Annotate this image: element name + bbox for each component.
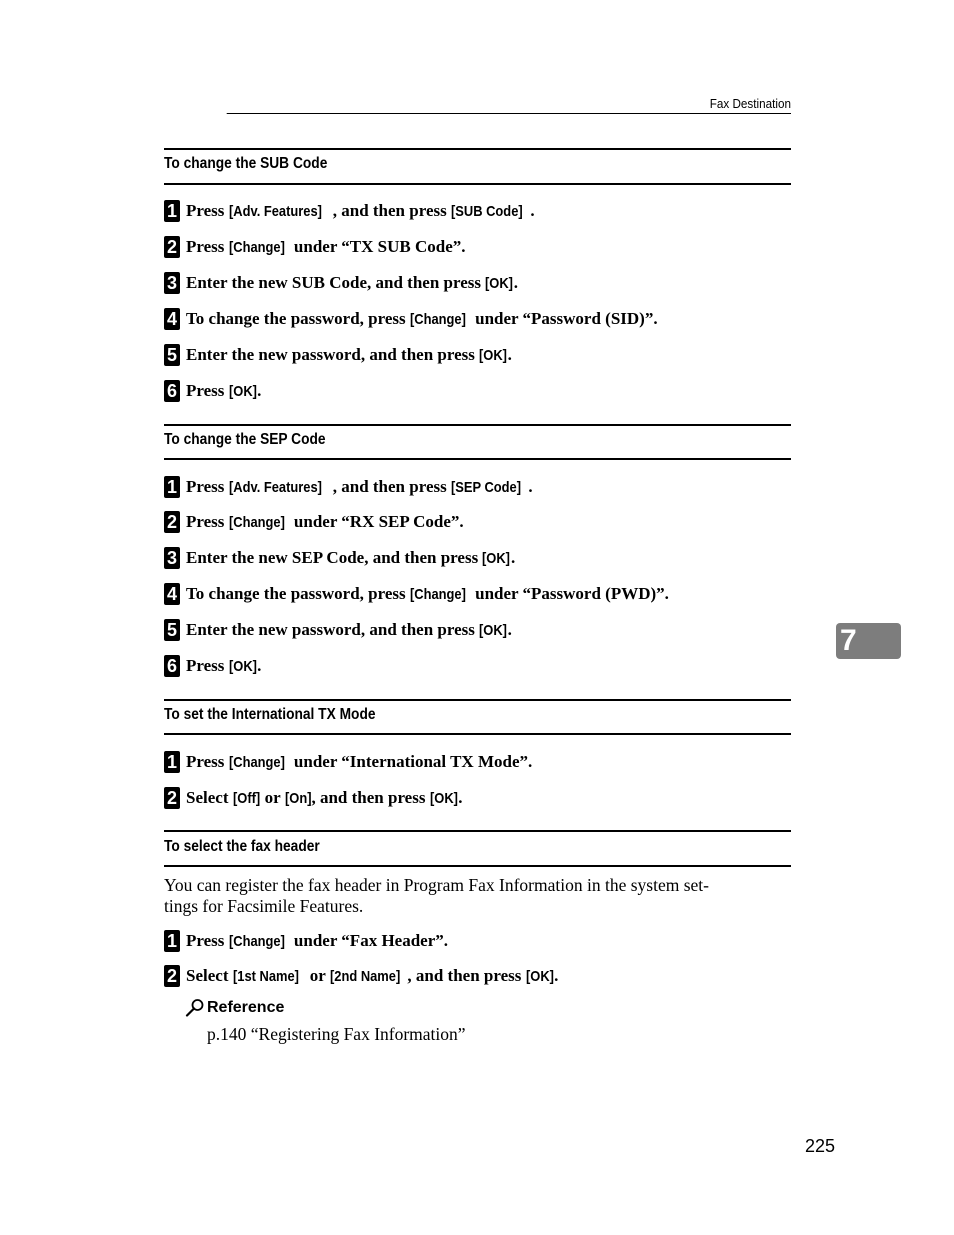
chapter-tab: 7 — [836, 623, 901, 659]
section-title: To change the SEP Code — [164, 431, 326, 448]
page-number: 225 — [804, 1136, 835, 1156]
section-rule-bottom — [164, 865, 791, 867]
reference-text: p.140 “Registering Fax Information” — [207, 1024, 466, 1044]
step-text: Enter the new password, and then press [OK]. — [186, 620, 512, 639]
step-text: Press [Change] under “Fax Header”. — [186, 931, 449, 950]
step-number: 2 — [164, 236, 180, 258]
section-title: To select the fax header — [164, 838, 320, 855]
step-number: 2 — [164, 511, 180, 533]
section-title: To change the SUB Code — [164, 155, 328, 172]
step-text: Enter the new password, and then press [OK]. — [186, 345, 512, 364]
step-item — [164, 474, 533, 500]
step-item — [164, 653, 261, 679]
section-title: To set the International TX Mode — [164, 706, 376, 723]
step-item — [164, 306, 658, 332]
step-item — [164, 509, 464, 535]
step-item — [164, 785, 462, 811]
step-item — [164, 378, 261, 404]
step-number: 3 — [164, 547, 180, 569]
section-rule-top — [164, 148, 791, 150]
step-text: Select [1st Name] or [2nd Name] , and then press [OK]. — [186, 966, 559, 985]
section-intro: You can register the fax header in Program Fax Information in the system set- tings for Facsimile Features. — [164, 875, 709, 916]
step-text: Press [Change] under “RX SEP Code”. — [186, 512, 464, 531]
step-item — [164, 617, 512, 643]
step-number: 5 — [164, 344, 180, 366]
section-rule-top — [164, 699, 791, 701]
section-rule-top — [164, 424, 791, 426]
step-item — [164, 545, 515, 571]
step-number: 1 — [164, 476, 180, 498]
step-item — [164, 270, 518, 296]
step-item — [164, 234, 466, 260]
step-item — [164, 928, 448, 954]
step-number: 5 — [164, 619, 180, 641]
step-text: To change the password, press [Change] under “Password (PWD)”. — [186, 584, 669, 603]
section-rule-top — [164, 830, 791, 832]
step-number: 6 — [164, 655, 180, 677]
step-text: Press [Change] under “TX SUB Code”. — [186, 237, 466, 256]
step-text: Press [Adv. Features] , and then press [SEP Code] . — [186, 477, 533, 496]
step-number: 1 — [164, 200, 180, 222]
section-rule-bottom — [164, 733, 791, 735]
step-number: 2 — [164, 787, 180, 809]
reference-heading — [185, 998, 284, 1018]
section-rule-bottom — [164, 458, 791, 460]
step-text: Press [OK]. — [186, 656, 262, 675]
step-item — [164, 963, 558, 989]
running-header — [227, 96, 791, 114]
step-number: 2 — [164, 965, 180, 987]
step-text: Enter the new SUB Code, and then press [OK]. — [186, 273, 519, 292]
step-number: 4 — [164, 583, 180, 605]
step-item — [164, 198, 535, 224]
step-item — [164, 342, 512, 368]
step-text: Press [Change] under “International TX Mode”. — [186, 752, 533, 771]
step-number: 6 — [164, 380, 180, 402]
step-text: Press [Adv. Features] , and then press [SUB Code] . — [186, 201, 535, 220]
step-text: Select [Off] or [On], and then press [OK]. — [186, 788, 463, 807]
reference-label: Reference — [207, 999, 285, 1016]
step-text: Press [OK]. — [186, 381, 262, 400]
step-text: Enter the new SEP Code, and then press [OK]. — [186, 548, 516, 567]
step-number: 3 — [164, 272, 180, 294]
section-rule-bottom — [164, 183, 791, 185]
step-number: 1 — [164, 930, 180, 952]
step-number: 4 — [164, 308, 180, 330]
step-text: To change the password, press [Change] under “Password (SID)”. — [186, 309, 658, 328]
magnifier-icon — [185, 998, 205, 1018]
step-item — [164, 749, 532, 775]
step-item — [164, 581, 669, 607]
running-title: Fax Destination — [709, 96, 791, 111]
step-number: 1 — [164, 751, 180, 773]
